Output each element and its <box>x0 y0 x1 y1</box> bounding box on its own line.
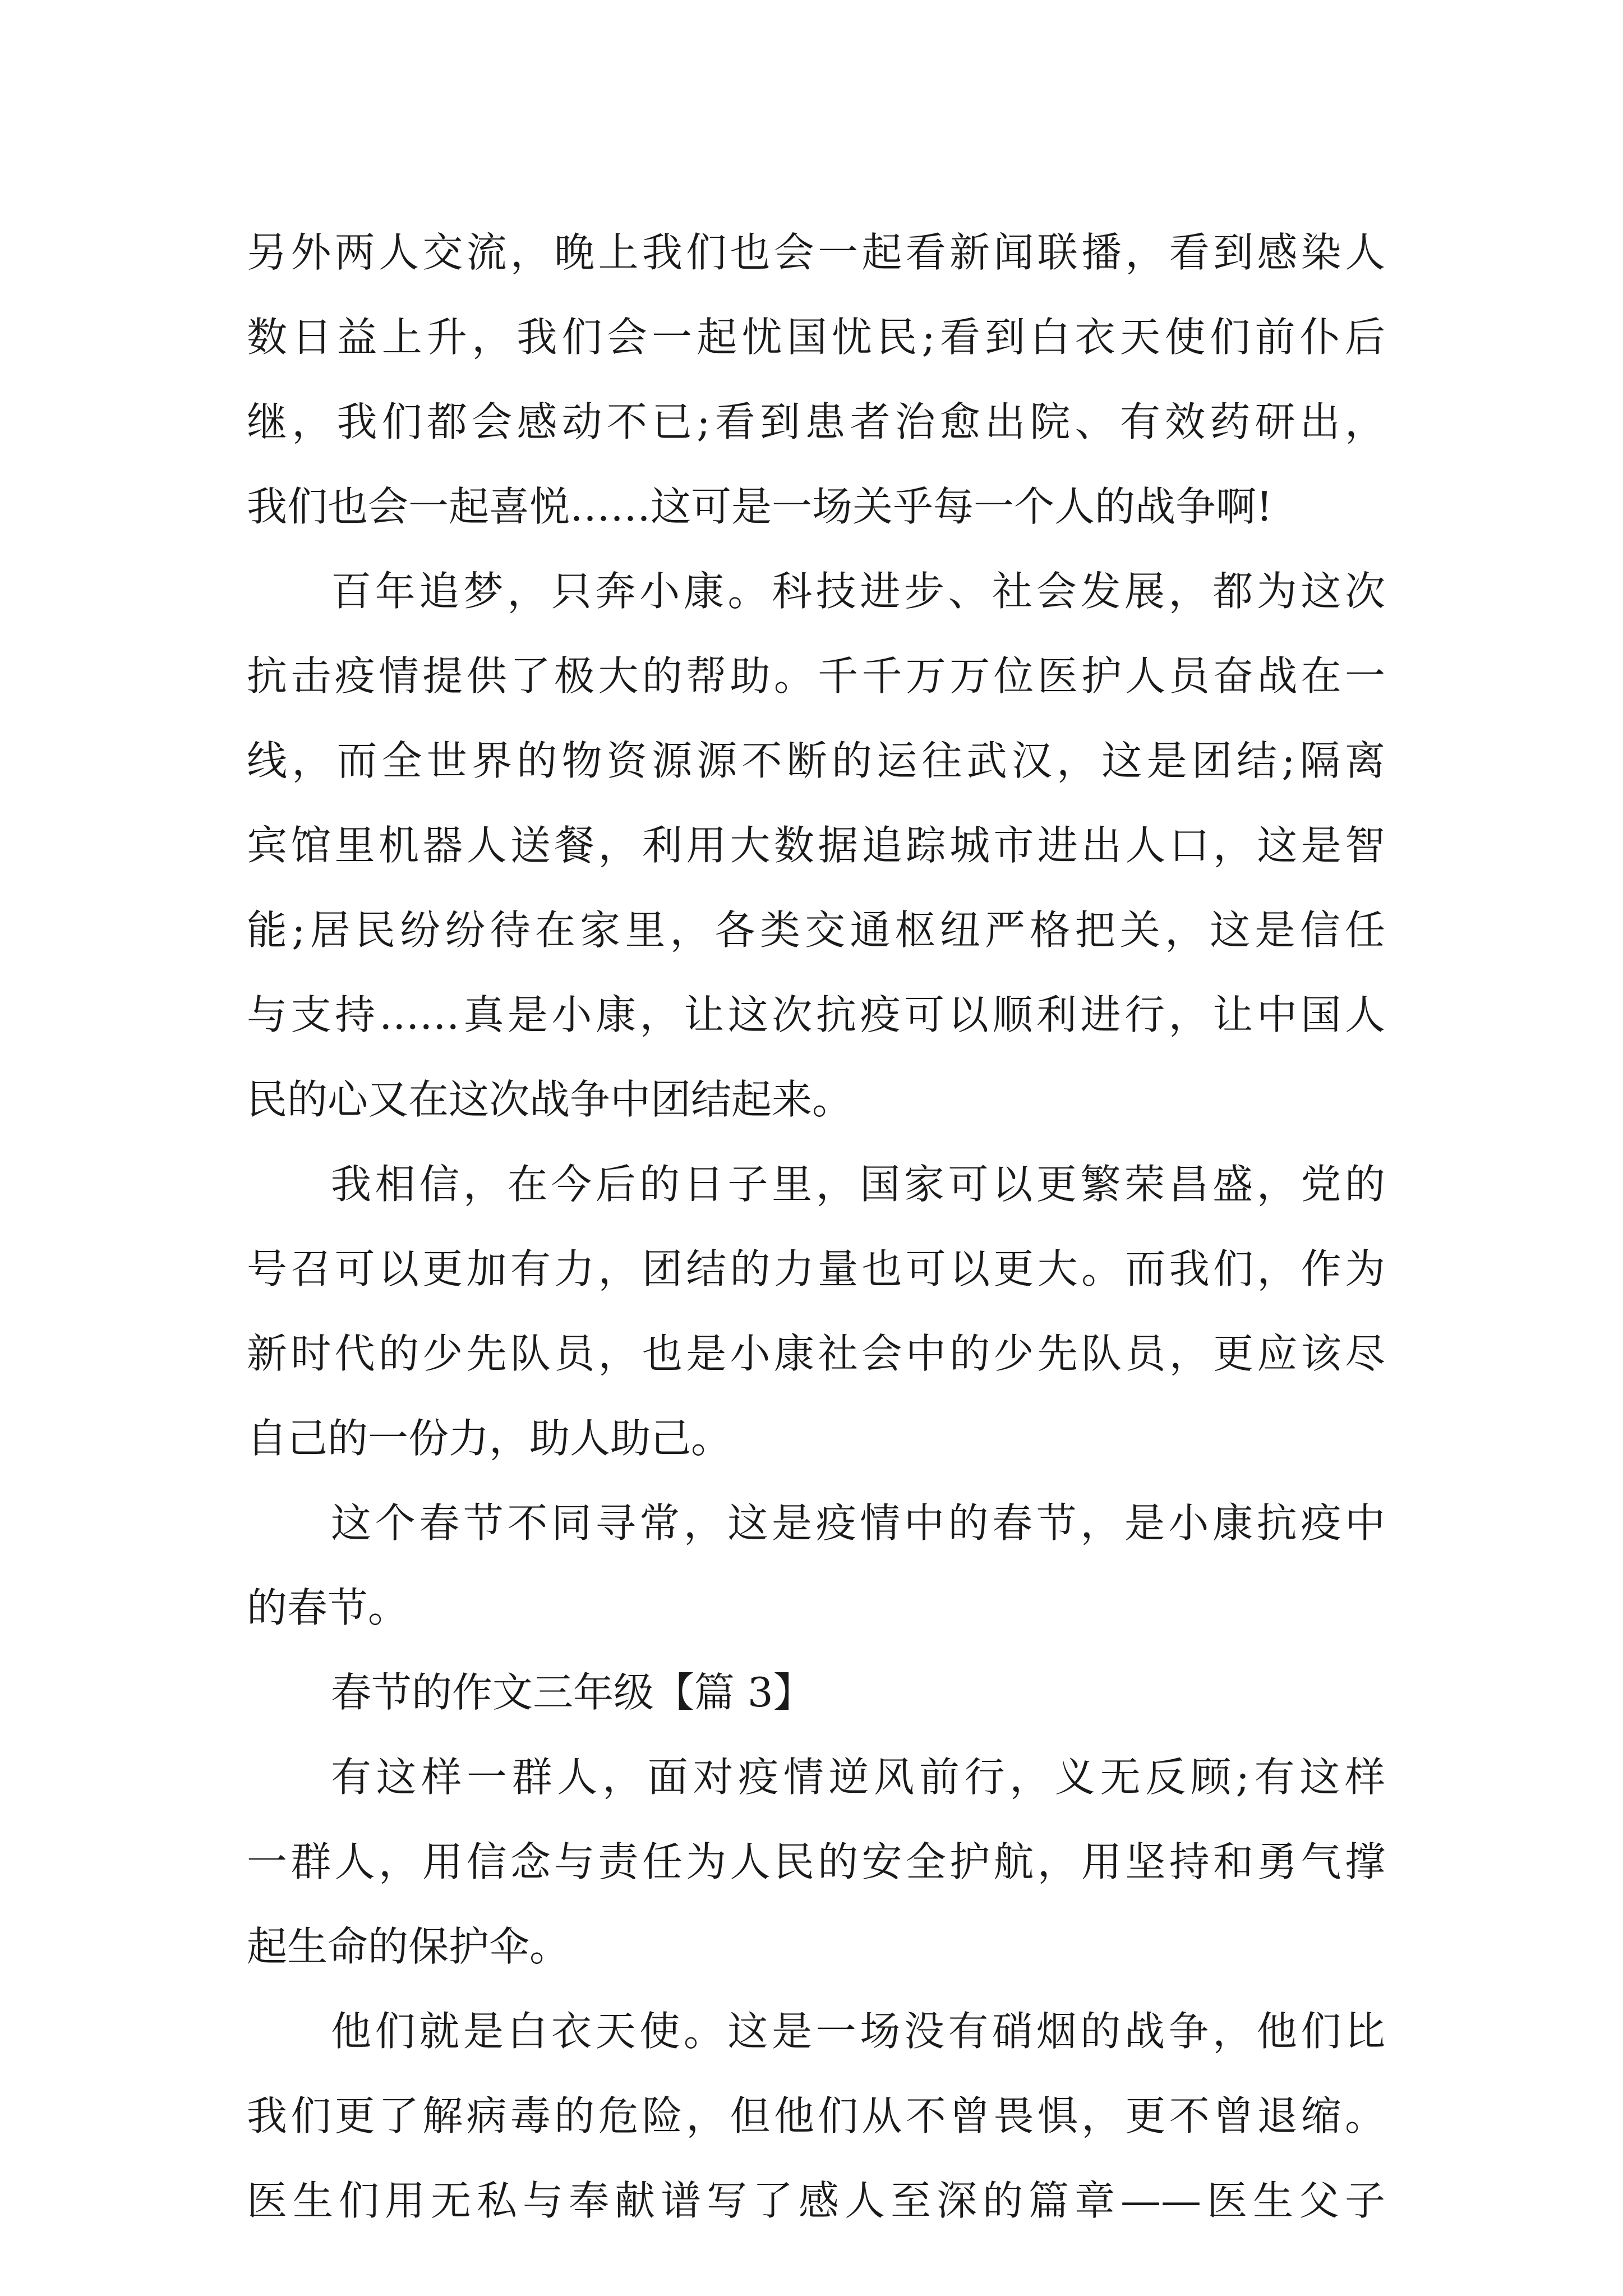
text-line: 号召可以更加有力，团结的力量也可以更大。而我们，作为 <box>247 1245 1385 1292</box>
paragraph-belief <box>247 1142 1385 1481</box>
text-line: 我们更了解病毒的危险，但他们从不曾畏惧，更不曾退缩。 <box>247 2092 1385 2139</box>
text-line: 百年追梦，只奔小康。科技进步、社会发展，都为这次 <box>331 568 1385 615</box>
text-line: 我们也会一起喜悦……这可是一场关乎每一个人的战争啊! <box>247 483 1272 530</box>
text-line: 另外两人交流，晚上我们也会一起看新闻联播，看到感染人 <box>247 229 1385 276</box>
text-line: 这个春节不同寻常，这是疫情中的春节，是小康抗疫中 <box>331 1499 1385 1547</box>
text-line: 有这样一群人，面对疫情逆风前行，义无反顾;有这样 <box>331 1754 1385 1801</box>
paragraph-group-of-people <box>247 1735 1385 1989</box>
text-line: 能;居民纷纷待在家里，各类交通枢纽严格把关，这是信任 <box>247 907 1385 954</box>
text-line: 数日益上升，我们会一起忧国忧民;看到白衣天使们前仆后 <box>247 314 1385 361</box>
text-line: 宾馆里机器人送餐，利用大数据追踪城市进出人口，这是智 <box>247 822 1385 869</box>
text-line: 起生命的保护伞。 <box>247 1923 570 1970</box>
text-line: 与支持……真是小康，让这次抗疫可以顺利进行，让中国人 <box>247 991 1385 1038</box>
paragraph-continuation <box>247 210 1385 549</box>
section-heading <box>247 1650 1385 1735</box>
text-line: 线，而全世界的物资源源不断的运往武汉，这是团结;隔离 <box>247 737 1385 784</box>
text-line: 民的心又在这次战争中团结起来。 <box>247 1076 853 1123</box>
document-body <box>247 210 1385 2243</box>
text-line: 新时代的少先队员，也是小康社会中的少先队员，更应该尽 <box>247 1330 1385 1377</box>
text-line: 抗击疫情提供了极大的帮助。千千万万位医护人员奋战在一 <box>247 652 1385 700</box>
paragraph-xiaokang <box>247 549 1385 1142</box>
section-title: 春节的作文三年级【篇 3】 <box>331 1669 814 1716</box>
text-line: 医生们用无私与奉献谱写了感人至深的篇章——医生父子 <box>247 2177 1385 2224</box>
text-line: 一群人，用信念与责任为人民的安全护航，用坚持和勇气撑 <box>247 1838 1385 1885</box>
text-line: 我相信，在今后的日子里，国家可以更繁荣昌盛，党的 <box>331 1161 1385 1208</box>
text-line: 的春节。 <box>247 1584 409 1631</box>
text-line: 他们就是白衣天使。这是一场没有硝烟的战争，他们比 <box>331 2008 1385 2055</box>
paragraph-spring-festival <box>247 1481 1385 1650</box>
paragraph-angels-in-white <box>247 1989 1385 2243</box>
text-line: 自己的一份力，助人助己。 <box>247 1415 732 1462</box>
text-line: 继，我们都会感动不已;看到患者治愈出院、有效药研出， <box>247 398 1385 445</box>
